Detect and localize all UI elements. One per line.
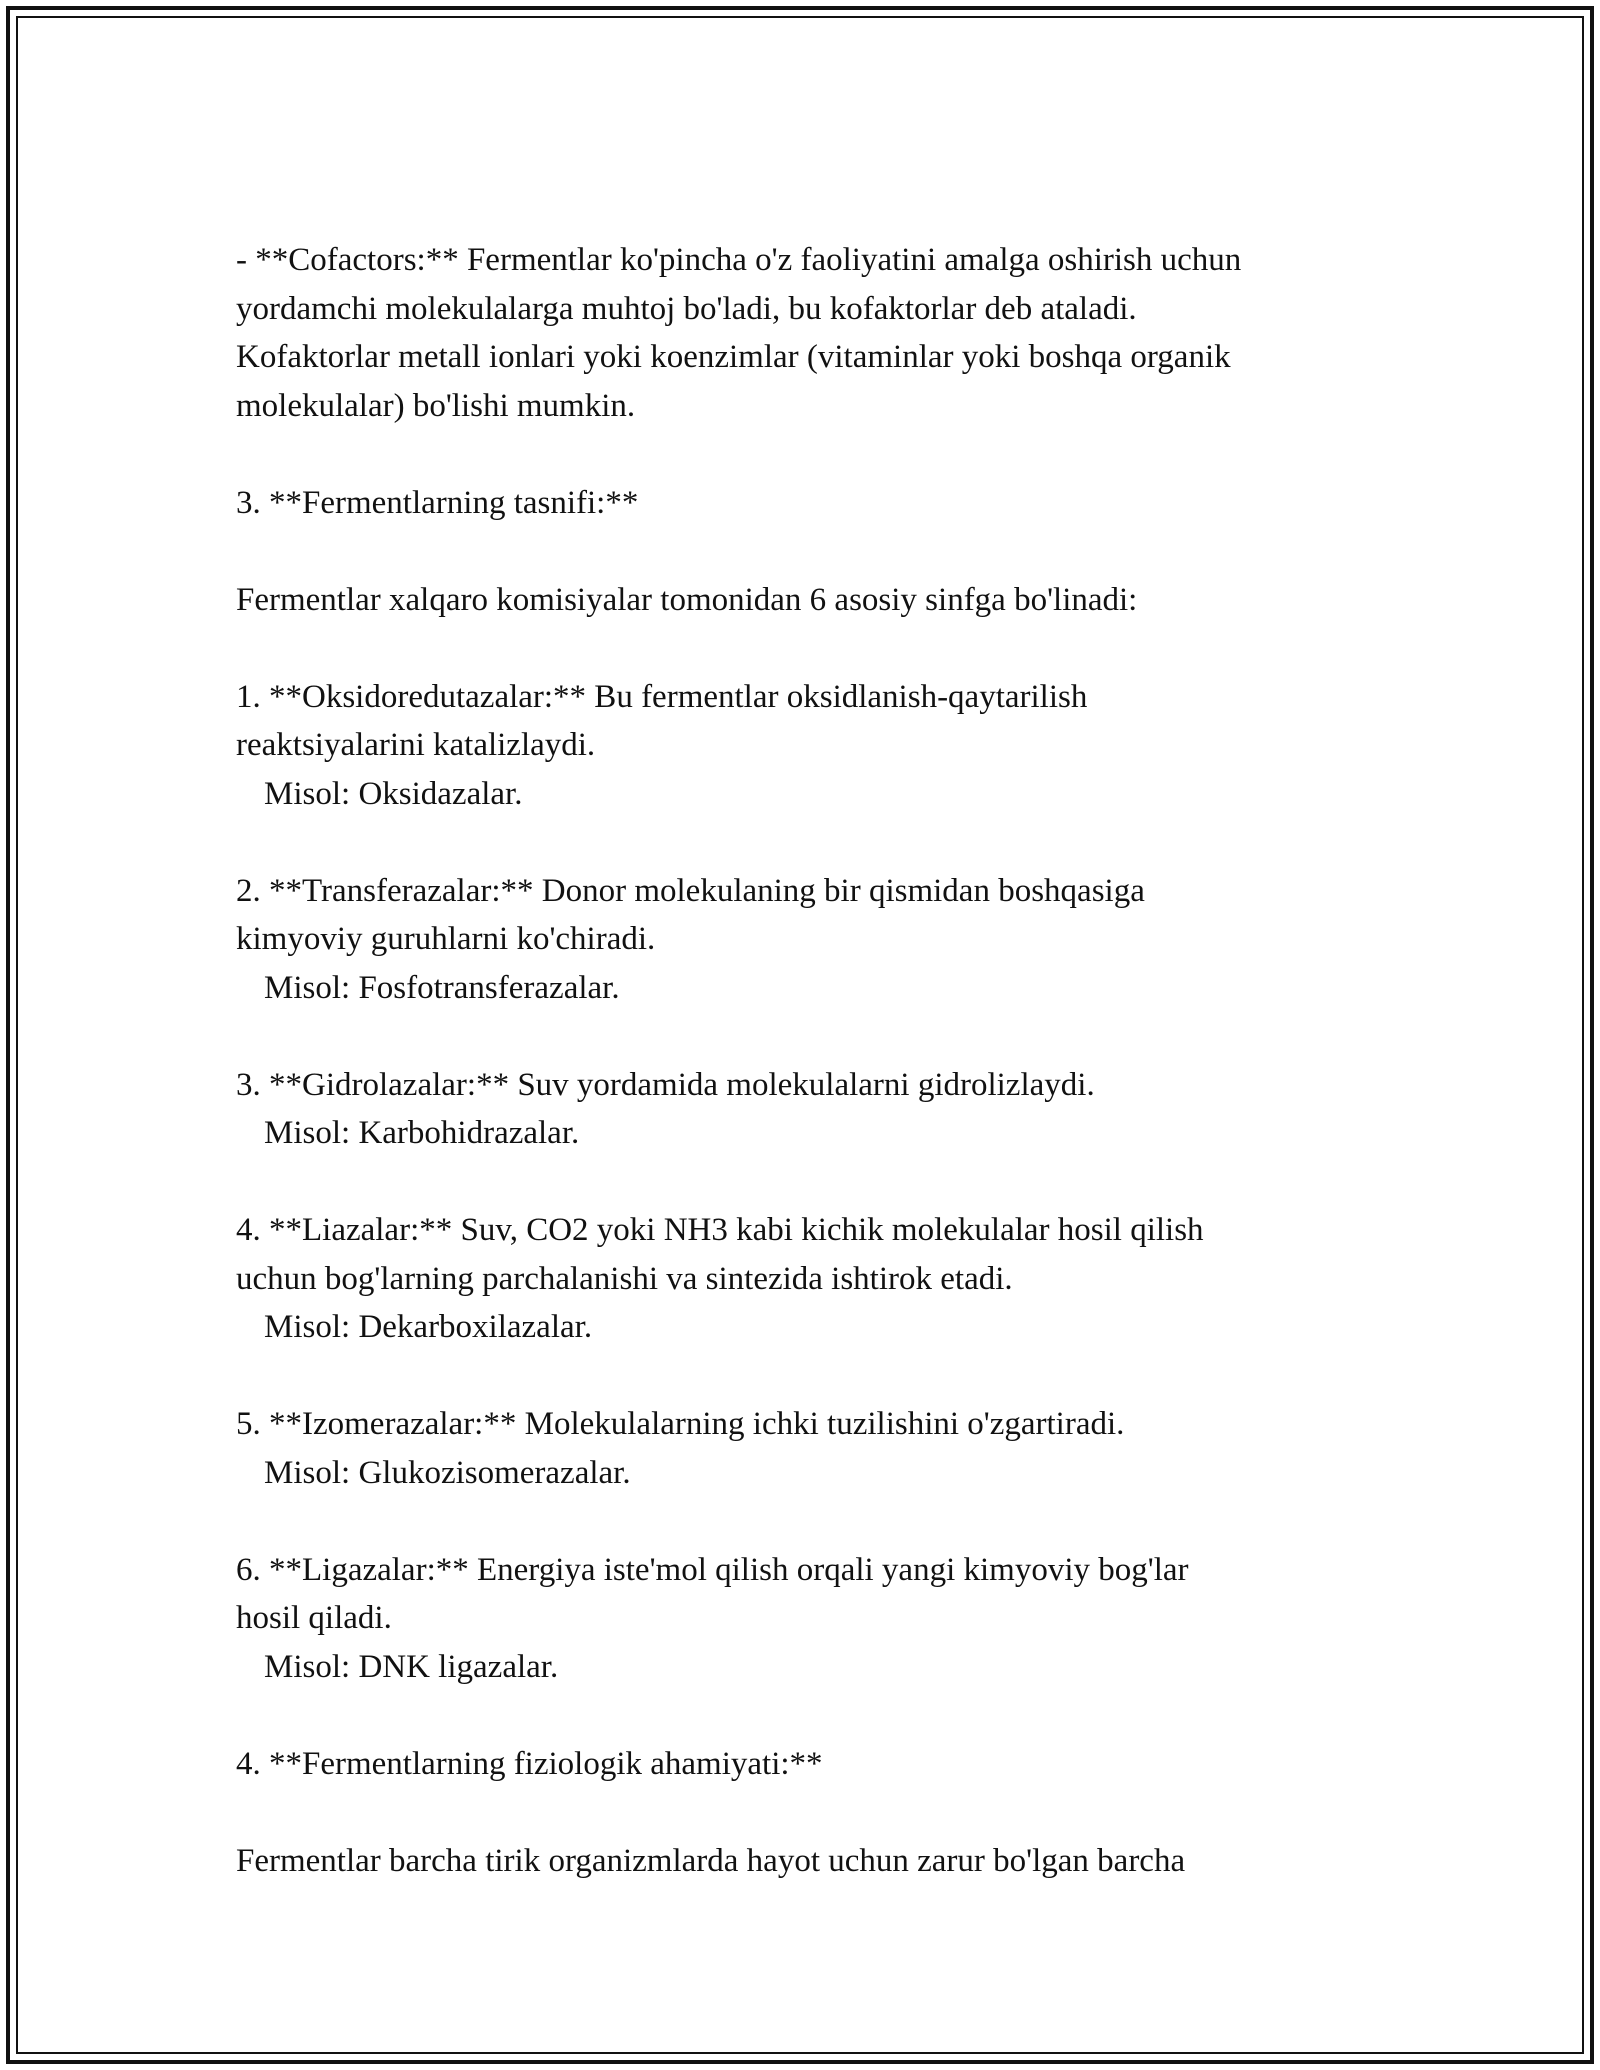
paragraph-gap: [236, 818, 1376, 867]
example-line: Misol: Dekarboxilazalar.: [264, 1309, 593, 1345]
text-line: Kofaktorlar metall ionlari yoki koenzimlar (vitaminlar yoki boshqa organik: [236, 339, 1231, 375]
list-item-line: 1. **Oksidoredutazalar:** Bu fermentlar oksidlanish-qaytarilish: [236, 678, 1088, 715]
list-item-line: reaktsiyalarini katalizlaydi.: [236, 727, 596, 763]
text-line: Fermentlar barcha tirik organizmlarda hayot uchun zarur bo'lgan barcha: [236, 1842, 1186, 1879]
list-item-line: uchun bog'larning parchalanishi va sintezida ishtirok etadi.: [236, 1260, 1013, 1297]
paragraph-gap: [236, 1352, 1376, 1401]
example-line: Misol: Karbohidrazalar.: [264, 1115, 580, 1151]
text-line: Fermentlar xalqaro komisiyalar tomonidan 6 asosiy sinfga bo'linadi:: [236, 581, 1138, 618]
example-line: Misol: Fosfotransferazalar.: [264, 969, 620, 1006]
list-item-line: 6. **Ligazalar:** Energiya iste'mol qilish orqali yangi kimyoviy bog'lar: [236, 1551, 1189, 1588]
section-heading: 4. **Fermentlarning fiziologik ahamiyati:**: [236, 1745, 823, 1782]
example-line: Misol: DNK ligazalar.: [264, 1648, 559, 1685]
text-line: - **Cofactors:** Fermentlar ko'pincha o'z faoliyatini amalga oshirish uchun: [236, 242, 1242, 278]
example-line: Misol: Glukozisomerazalar.: [264, 1454, 631, 1491]
paragraph-gap: [236, 1012, 1376, 1061]
example-line: Misol: Oksidazalar.: [264, 775, 523, 812]
paragraph-gap: [236, 527, 1376, 576]
document-body: [236, 236, 1376, 1885]
list-item-line: 3. **Gidrolazalar:** Suv yordamida molekulalarni gidrolizlaydi.: [236, 1066, 1095, 1103]
list-item-line: 2. **Transferazalar:** Donor molekulaning bir qismidan boshqasiga: [236, 872, 1145, 909]
paragraph-gap: [236, 624, 1376, 673]
section-heading: 3. **Fermentlarning tasnifi:**: [236, 484, 639, 521]
text-line: molekulalar) bo'lishi mumkin.: [236, 387, 636, 424]
list-item-line: 5. **Izomerazalar:** Molekulalarning ichki tuzilishini o'zgartiradi.: [236, 1406, 1125, 1442]
paragraph-gap: [236, 430, 1376, 479]
paragraph-gap: [236, 1691, 1376, 1740]
text-line: yordamchi molekulalarga muhtoj bo'ladi, bu kofaktorlar deb ataladi.: [236, 290, 1137, 327]
list-item-line: 4. **Liazalar:** Suv, CO2 yoki NH3 kabi kichik molekulalar hosil qilish: [236, 1212, 1204, 1248]
paragraph-gap: [236, 1788, 1376, 1837]
paragraph-gap: [236, 1158, 1376, 1207]
list-item-line: kimyoviy guruhlarni ko'chiradi.: [236, 921, 656, 957]
list-item-line: hosil qiladi.: [236, 1600, 392, 1636]
paragraph-gap: [236, 1497, 1376, 1546]
